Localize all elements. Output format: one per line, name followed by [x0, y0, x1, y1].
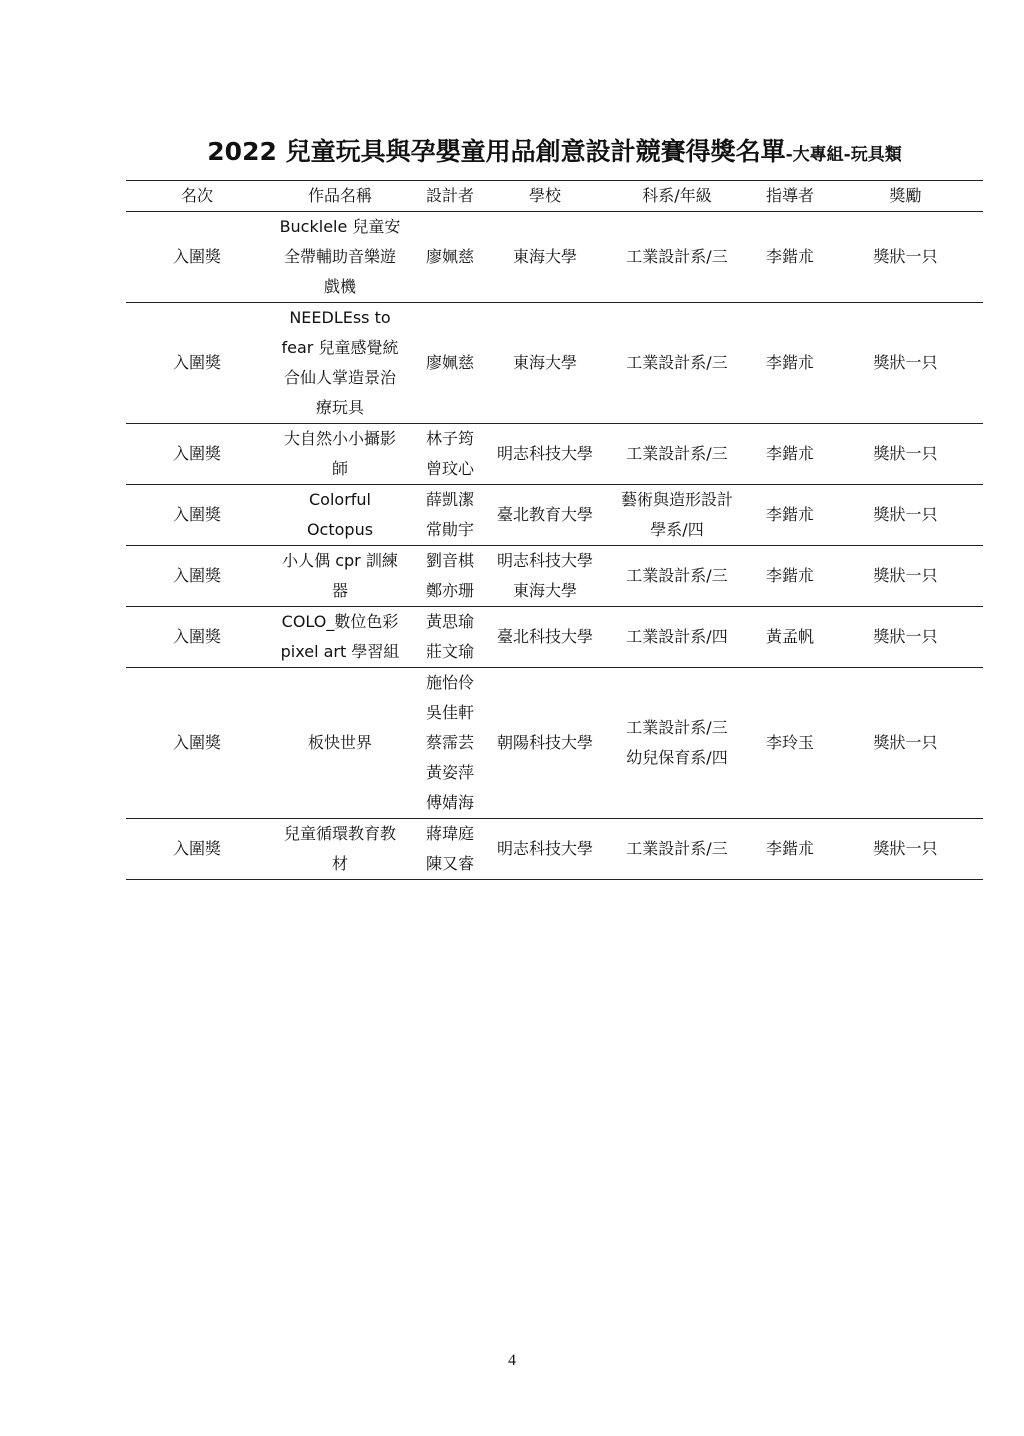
work-title-cell-line: 材 [331, 854, 348, 873]
department-cell-line: 工業設計系/三 [626, 353, 728, 372]
department-cell-line: 工業設計系/三 [626, 839, 728, 858]
department-cell-line: 工業設計系/四 [626, 627, 728, 646]
department-cell-line: 藝術與造形設計 [620, 490, 733, 509]
work-title-cell [268, 303, 412, 424]
designers-cell-line: 莊文瑜 [425, 642, 474, 661]
header-reward: 獎勵 [828, 181, 983, 212]
designers-cell-line: 廖姵慈 [425, 247, 474, 266]
award-table [126, 180, 983, 880]
school-cell [488, 303, 602, 424]
table-header-row [126, 181, 983, 212]
designers-cell-line: 黃姿萍 [425, 763, 474, 782]
work-title-cell-line: 小人偶 cpr 訓練 [282, 551, 398, 570]
department-cell-line: 工業設計系/三 [626, 444, 728, 463]
school-cell [488, 607, 602, 668]
school-cell-line: 東海大學 [512, 247, 577, 266]
department-cell-line: 工業設計系/三 [626, 566, 728, 585]
work-title-cell [268, 424, 412, 485]
work-title-cell-line: 大自然小小攝影 [283, 429, 396, 448]
designers-cell-line: 施怡伶 [425, 673, 474, 692]
designers-cell [412, 546, 488, 607]
designers-cell [412, 607, 488, 668]
school-cell [488, 668, 602, 819]
school-cell [488, 819, 602, 880]
advisor-cell: 李鍇朮 [752, 424, 828, 485]
reward-cell: 獎狀一只 [828, 546, 983, 607]
title-subtitle: -大專組-玩具類 [785, 145, 902, 165]
designers-cell-line: 常勛宇 [425, 520, 474, 539]
school-cell-line: 朝陽科技大學 [496, 733, 593, 752]
table-row [126, 668, 983, 819]
work-title-cell-line: pixel art 學習組 [280, 642, 400, 661]
work-title-cell-line: Bucklele 兒童安 [279, 217, 401, 236]
advisor-cell: 李鍇朮 [752, 212, 828, 303]
department-cell-line: 工業設計系/三 [626, 718, 728, 737]
rank-cell: 入圍獎 [126, 485, 268, 546]
header-rank: 名次 [126, 181, 268, 212]
work-title-cell-line: Colorful [309, 490, 371, 509]
school-cell [488, 546, 602, 607]
work-title-cell-line: 師 [331, 459, 348, 478]
designers-cell-line: 林子筠 [425, 429, 474, 448]
designers-cell [412, 819, 488, 880]
school-cell-line: 東海大學 [512, 353, 577, 372]
school-cell-line: 臺北教育大學 [496, 505, 593, 524]
school-cell-line: 東海大學 [512, 581, 577, 600]
department-cell-line: 學系/四 [650, 520, 704, 539]
header-designers: 設計者 [412, 181, 488, 212]
work-title-cell-line: 療玩具 [315, 398, 364, 417]
designers-cell [412, 424, 488, 485]
page-number: 4 [508, 1352, 516, 1369]
table-row [126, 212, 983, 303]
designers-cell [412, 212, 488, 303]
designers-cell-line: 劉音棋 [425, 551, 474, 570]
school-cell-line: 明志科技大學 [496, 551, 593, 570]
work-title-cell-line: 板快世界 [307, 733, 372, 752]
designers-cell-line: 傅婧海 [425, 793, 474, 812]
work-title-cell-line: fear 兒童感覺統 [281, 338, 399, 357]
advisor-cell: 李鍇朮 [752, 303, 828, 424]
department-cell [602, 424, 752, 485]
table-row [126, 424, 983, 485]
table-row [126, 819, 983, 880]
department-cell [602, 546, 752, 607]
advisor-cell: 李鍇朮 [752, 485, 828, 546]
designers-cell [412, 303, 488, 424]
page-title [126, 132, 983, 168]
designers-cell-line: 廖姵慈 [425, 353, 474, 372]
rank-cell: 入圍獎 [126, 668, 268, 819]
department-cell [602, 485, 752, 546]
designers-cell-line: 薛凱潔 [425, 490, 474, 509]
advisor-cell: 李鍇朮 [752, 819, 828, 880]
rank-cell: 入圍獎 [126, 819, 268, 880]
work-title-cell-line: Octopus [306, 520, 374, 539]
header-advisor: 指導者 [752, 181, 828, 212]
department-cell [602, 607, 752, 668]
table-body [126, 212, 983, 880]
reward-cell: 獎狀一只 [828, 607, 983, 668]
school-cell [488, 424, 602, 485]
department-cell-line: 幼兒保育系/四 [626, 748, 728, 767]
rank-cell: 入圍獎 [126, 546, 268, 607]
rank-cell: 入圍獎 [126, 212, 268, 303]
designers-cell-line: 曾玟心 [425, 459, 474, 478]
school-cell-line: 明志科技大學 [496, 839, 593, 858]
advisor-cell: 李玲玉 [752, 668, 828, 819]
designers-cell [412, 668, 488, 819]
designers-cell-line: 蔣瑋庭 [425, 824, 474, 843]
reward-cell: 獎狀一只 [828, 819, 983, 880]
school-cell-line: 臺北科技大學 [496, 627, 593, 646]
table-row [126, 303, 983, 424]
work-title-cell-line: NEEDLEss to [289, 308, 391, 327]
school-cell-line: 明志科技大學 [496, 444, 593, 463]
table-row [126, 607, 983, 668]
advisor-cell: 李鍇朮 [752, 546, 828, 607]
work-title-cell-line: 器 [331, 581, 348, 600]
work-title-cell [268, 607, 412, 668]
header-work: 作品名稱 [268, 181, 412, 212]
designers-cell [412, 485, 488, 546]
department-cell [602, 668, 752, 819]
department-cell-line: 工業設計系/三 [626, 247, 728, 266]
table-row [126, 485, 983, 546]
table-row [126, 546, 983, 607]
reward-cell: 獎狀一只 [828, 668, 983, 819]
work-title-cell [268, 212, 412, 303]
reward-cell: 獎狀一只 [828, 424, 983, 485]
designers-cell-line: 蔡霈芸 [425, 733, 474, 752]
rank-cell: 入圍獎 [126, 607, 268, 668]
work-title-cell [268, 668, 412, 819]
work-title-cell-line: 全帶輔助音樂遊 [283, 247, 396, 266]
reward-cell: 獎狀一只 [828, 303, 983, 424]
department-cell [602, 819, 752, 880]
designers-cell-line: 陳又睿 [425, 854, 474, 873]
advisor-cell: 黃孟帆 [752, 607, 828, 668]
work-title-cell-line: 兒童循環教育教 [283, 824, 396, 843]
header-department: 科系/年級 [602, 181, 752, 212]
work-title-cell [268, 485, 412, 546]
school-cell [488, 485, 602, 546]
department-cell [602, 212, 752, 303]
work-title-cell [268, 819, 412, 880]
rank-cell: 入圍獎 [126, 424, 268, 485]
work-title-cell-line: 戲機 [323, 277, 356, 296]
header-school: 學校 [488, 181, 602, 212]
designers-cell-line: 鄭亦珊 [425, 581, 474, 600]
department-cell [602, 303, 752, 424]
work-title-cell-line: COLO_數位色彩 [281, 612, 399, 631]
rank-cell: 入圍獎 [126, 303, 268, 424]
title-main: 2022 兒童玩具與孕嬰童用品創意設計競賽得獎名單 [207, 137, 786, 166]
designers-cell-line: 黃思瑜 [425, 612, 474, 631]
school-cell [488, 212, 602, 303]
work-title-cell-line: 合仙人掌造景治 [283, 368, 396, 387]
reward-cell: 獎狀一只 [828, 212, 983, 303]
reward-cell: 獎狀一只 [828, 485, 983, 546]
designers-cell-line: 吳佳軒 [425, 703, 474, 722]
work-title-cell [268, 546, 412, 607]
